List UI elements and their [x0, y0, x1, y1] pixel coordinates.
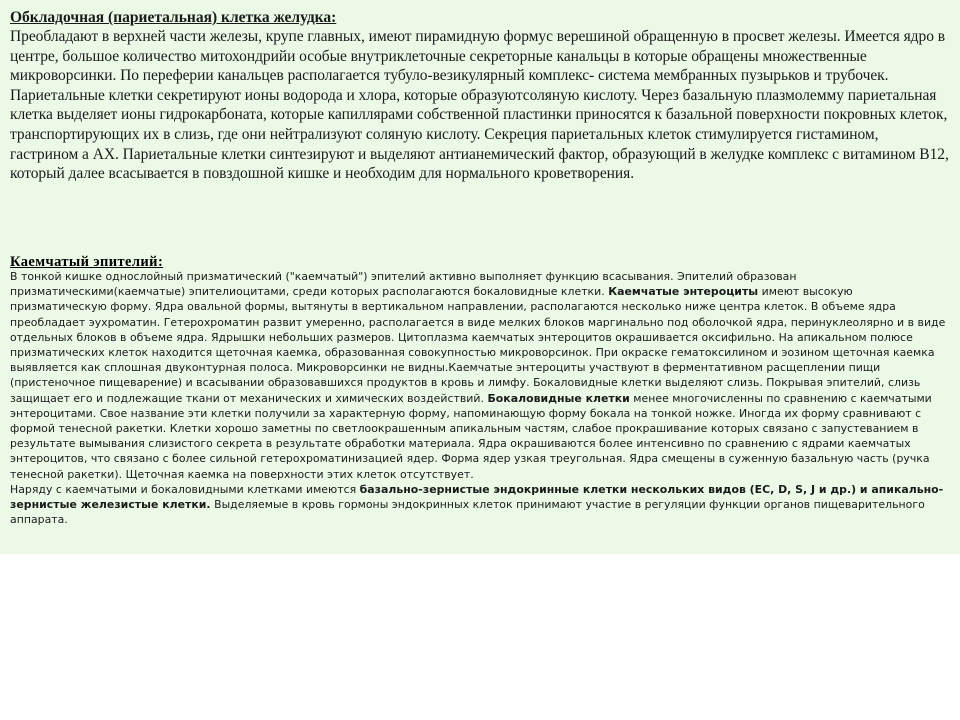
paragraph-text: имеют высокую призматическую форму. Ядра овальной формы, вытянуты в вертикальном направлении, располагаются несколько ниже центра клеток. В объеме ядра преобладает эухроматин. Гетерохроматин развит умеренно, располагается в виде мелких блоков маргинально под оболочкой ядра, перинуклеолярно и в виде отдельных блоков в объеме ядра. Ядрышки небольших размеров. Цитоплазма каемчатых энтероцитов окрашивается оксифильно. На апикальном полюсе призматических клеток находится щеточная каемка, образованная совокупностью микроворсинок. При окраске гематоксилином и эозином щеточная каемка выявляется как сплошная двуконтурная полоса. Микроворсинки не видны.Каемчатые энтероциты участвуют в ферментативном расщеплении пищи (пристеночное пищеварение) и всасывании образовавшихся продуктов в кровь и лимфу. Бокаловидные клетки выделяют слизь. Покрывая эпителий, слизь защищает его и подлежащие ткани от механических и химических воздействий. [10, 285, 946, 405]
parietal-cell-text-box [0, 0, 960, 240]
parietal-cell-title: Обкладочная (париетальная) клетка желудка: [10, 9, 337, 26]
brush-border-epithelium-paragraph [10, 269, 950, 482]
endocrine-cells-term: базально-зернистые эндокринные клетки нескольких видов (ЕС, D, S, J и др.) и апикально-зернистые железистые клетки. [10, 482, 944, 512]
goblet-cells-term: Бокаловидные клетки [487, 391, 630, 405]
endocrine-cells-paragraph [10, 482, 950, 528]
paragraph-text: Выделяемые в кровь гормоны эндокринных клеток принимают участие в регуляции функции органов пищеварительного аппарата. [10, 498, 925, 527]
paragraph-text: В тонкой кишке однослойный призматический ("каемчатый") эпителий активно выполняет функцию всасывания. Эпителий образован призматическими(каемчатые) эпителиоцитами, среди которых располагаются бокаловидные клетки. [10, 270, 797, 299]
enterocytes-term: Каемчатые энтероциты [608, 285, 759, 299]
brush-border-epithelium-text-box [0, 240, 960, 554]
paragraph-text: менее многочисленны по сравнению с каемчатыми энтероцитами. Свое название эти клетки получили за характерную форму, напоминающую форму бокала на тонкой ножке. Иногда их форму сравнивают с формой тенесной ракетки. Клетки хорошо заметны по светлоокрашенным апикальным частям, слабое прокрашивание которых связано с запустеванием в результате вымывания слизистого секрета в результате обработки материала. Ядра окрашиваются более интенсивно по сравнению с ядрами каемчатых энтероцитов, что связано с более сильной гетерохроматинизацией ядер. Форма ядер узкая треугольная. Ядра смещены в суженную базальную часть (ручка тенесной ракетки). Щеточная каемка на поверхности этих клеток отсутствует. [10, 391, 932, 481]
parietal-cell-description: Преобладают в верхней части железы, крупе главных, имеют пирамидную формус верешиной обращенную в просвет железы. Имеется ядро в центре, большое количество митохондрийи особые внутриклеточные секреторные канальцы в которые обращены множественные микроворсинки. По переферии канальцев располагается тубуло-везикулярный комплекс- система мембранных пузырьков и трубочек. Париетальные клетки секретируют ионы водорода и хлора, которые образуютсоляную кислоту. Через базальную плазмолемму париетальная клетка выделяет ионы гидрокарбоната, которые капиллярами собственной пластинки приносятся к базальной поверхности покровных клеток, транспортирующих их в слизь, где они нейтрализуют соляную кислоту. Секреция париетальных клеток стимулируется гистамином, гастрином а АХ. Париетальные клетки синтезируют и выделяют антианемический фактор, образующий в желудке комплекс с витамином В12, который далее всасывается в повздошной кишке и необходим для нормального кроветворения. [10, 28, 949, 183]
brush-border-epithelium-title: Каемчатый эпителий: [10, 254, 164, 270]
paragraph-text: Наряду с каемчатыми и бокаловидными клетками имеются [10, 482, 360, 496]
